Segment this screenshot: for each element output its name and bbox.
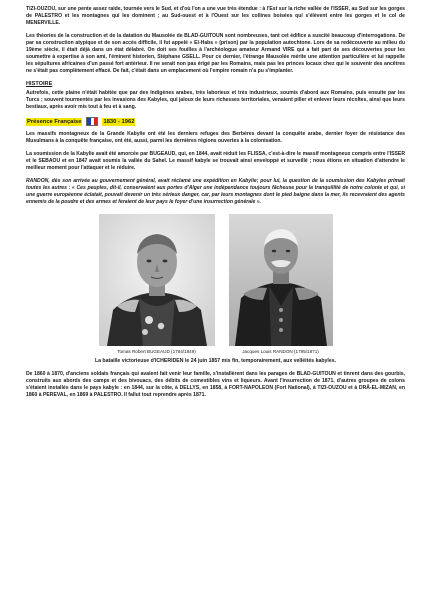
- portraits-row: [26, 214, 405, 355]
- intro-paragraph-1: TIZI-OUZOU, sur une pente assez raide, tournée vers le Sud, et d'où l'on a une vue très étendue : à l'Est sur la riche vallée de l'ISSER, au Sud sur les gorges de PALESTRO et les montagnes qui les dominent ; au Sud-ouest et à l'Ouest sur les collines boisées qui s'élèvent entre les gorges et le col de MENERVILLE.: [26, 6, 405, 26]
- portrait-randon: [229, 214, 333, 355]
- presence-francaise-row: [26, 117, 405, 126]
- intro-paragraph-2: Les théories de la construction et de la datation du Mausolée de BLAD-GUITOUN sont nombreuses, tant cet édifice a suscité beaucoup d'interrogations. De par sa construction atypique et de son accès difficile, il fut appelé « El-Habs » (prison) par la population autochtone. Lors de sa redécouverte au milieu du 19ème siècle, il était déjà dans un état délabré. On doit ses fouilles à l'archéologue amateur Armand VIRE qui a fait part de ses découvertes pour les soumettre à expertise à son ami, l'éminent historien, Stéphane GSELL. Pour ce dernier, l'étrange Mausolée mérite une attention particulière et lui rappelle les sépultures africaines d'un passé fort antérieur. Il ne serait non pas érigé par les Romains, mais pas les princes locaux chez qui le souvenir des ancêtres ne s'était pas complètement effacé. De fait, c'était dans un emplacement où l'empire romain n'a pu s'implanter.: [26, 33, 405, 74]
- body-paragraph-2: La soumission de la Kabylie avait été amorcée par BUGEAUD, qui, en 1844, avait réduit les FLISSA, c'est-à-dire le massif montagneux compris entre l'ISSER et le SEBAOU et en 1847 avait soumis la vallée du Sahel. Le massif kabyle se trouvait ainsi enveloppé et surveillé ; nous étions en situation d'attendre le meilleur moment pour l'attaquer et le réduire.: [26, 151, 405, 171]
- history-paragraph: Autrefois, cette plaine n'était habitée que par des Indigènes arabes, très laborieux et très industrieux, soumis d'abord aux Romains, puis ensuite par les Turcs ; souvent tourmentés par les invasions des Kabyles, qui jaloux de leurs richesses territoriales, venaient piller et enlever leurs récoltes, ainsi que leurs bestiaux, après avoir mis tout à feu et à sang.: [26, 90, 405, 110]
- randon-caption: Jacques Louis RANDON (1795/1871): [242, 349, 319, 354]
- portrait-bugeaud: [99, 214, 215, 355]
- body-paragraph-3: RANDON, dès son arrivée au gouvernement général, avait réclamé une expédition en Kabylie; pour lui, la question de la soumission des Kabyles primait toutes les autres : « Ces peuples, dit-il, conservaient aux portes d'Alger une indépendance toujours fâcheuse pour la tranquillité de notre colonie et qui, si une guerre européenne éclatait, pouvait devenir un très sérieux danger, car, par leurs montagnes dont le pied baigne dans la mer, ils recevraient des agents ennemis de la poudre et des armes et feraient de leur pays le foyer d'une insurrection générale ».: [26, 178, 405, 205]
- presence-period: 1830 - 1962: [103, 118, 135, 125]
- closing-paragraph: De 1860 à 1870, d'anciens soldats français qui avaient fait venir leur famille, s'installèrent dans les parages de BLAD-GUITOUN et tinrent dans des gourbis, construits aux abords des camps et des bivouacs, des débits de comestibles vins et liqueurs. Avant l'insurrection de 1871, d'autres groupes de colons s'étaient installés dans le pays kabyle : en 1844, sur la côte, à DELLYS, en 1858, à FORT-NAPOLEON (Fort National), à TIZI-OUZOU et à DRÂ-EL-MIZAN, en 1860 à PEREVAL, en 1869 à PALESTRO. Il fallut tout reprendre après 1871.: [26, 371, 405, 398]
- body-paragraph-1: Les massifs montagneux de la Grande Kabylie ont été les derniers refuges des Berbères devant la conquête arabe, dernier foyer de résistance des Musulmans à la conquête française, ont été, aussi, parmi les dernières régions ouvertes à la colonisation.: [26, 131, 405, 144]
- bugeaud-portrait-image: [99, 214, 215, 346]
- bugeaud-caption: Tomas Robert BUGEAUD (1784/1849): [117, 349, 196, 354]
- history-heading: HISTOIRE: [26, 81, 53, 87]
- battle-caption: La bataille victorieuse d'ICHERIDEN le 24 juin 1857 mis fin, temporairement, aux velléités kabyles.: [94, 358, 337, 364]
- french-flag-icon: [86, 117, 98, 126]
- flag-band-red: [94, 118, 97, 125]
- randon-portrait-image: [229, 214, 333, 346]
- presence-label: Présence Française: [27, 118, 82, 125]
